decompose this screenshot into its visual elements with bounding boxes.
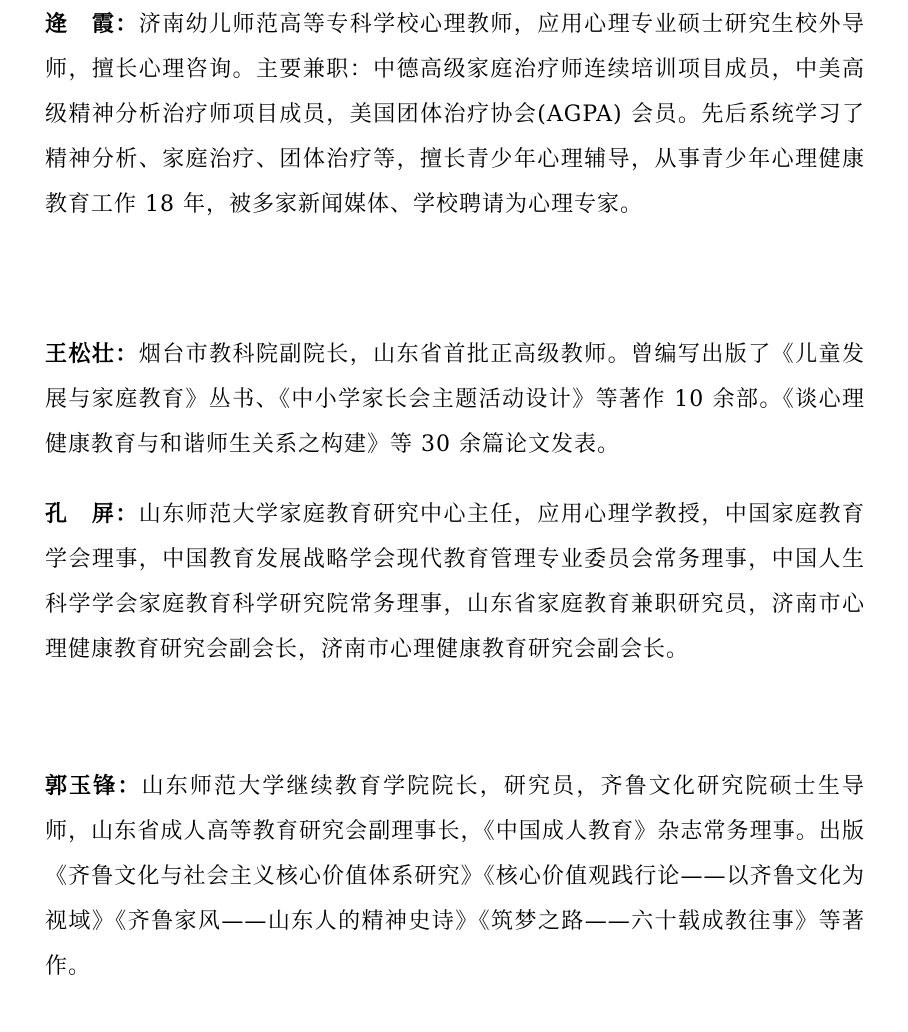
bio-entry xyxy=(45,764,865,989)
bio-entry xyxy=(45,332,865,467)
bio-text: 山东师范大学继续教育学院院长，研究员，齐鲁文化研究院硕士生导师，山东省成人高等教育研究会副理事长，《中国成人教育》杂志常务理事。出版《齐鲁文化与社会主义核心价值体系研究》《核心价值观践行论——以齐鲁文化为视域》《齐鲁家风——山东人的精神史诗》《筑梦之路——六十载成教往事》等著作。 xyxy=(45,774,865,979)
bio-text: 济南幼儿师范高等专科学校心理教师，应用心理专业硕士研究生校外导师，擅长心理咨询。主要兼职：中德高级家庭治疗师连续培训项目成员，中美高级精神分析治疗师项目成员，美国团体治疗协会(AGPA) 会员。先后系统学习了精神分析、家庭治疗、团体治疗等，擅长青少年心理辅导，从事青少年心理健康教育工作 18 年，被多家新闻媒体、学校聘请为心理专家。 xyxy=(45,12,865,217)
bio-text: 烟台市教科院副院长，山东省首批正高级教师。曾编写出版了《儿童发展与家庭教育》丛书、《中小学家长会主题活动设计》等著作 10 余部。《谈心理健康教育与和谐师生关系之构建》等 30 余篇论文发表。 xyxy=(45,342,865,457)
bio-name: 孔 屏： xyxy=(45,502,139,527)
bio-entry xyxy=(45,2,865,227)
bio-name: 王松壮： xyxy=(45,342,139,367)
bio-entry xyxy=(45,492,865,672)
bio-name: 郭玉锋： xyxy=(45,774,142,799)
bio-text: 山东师范大学家庭教育研究中心主任，应用心理学教授，中国家庭教育学会理事，中国教育发展战略学会现代教育管理专业委员会常务理事，中国人生科学学会家庭教育科学研究院常务理事，山东省家庭教育兼职研究员，济南市心理健康教育研究会副会长，济南市心理健康教育研究会副会长。 xyxy=(45,502,865,662)
bio-name: 逄 霞： xyxy=(45,12,139,37)
